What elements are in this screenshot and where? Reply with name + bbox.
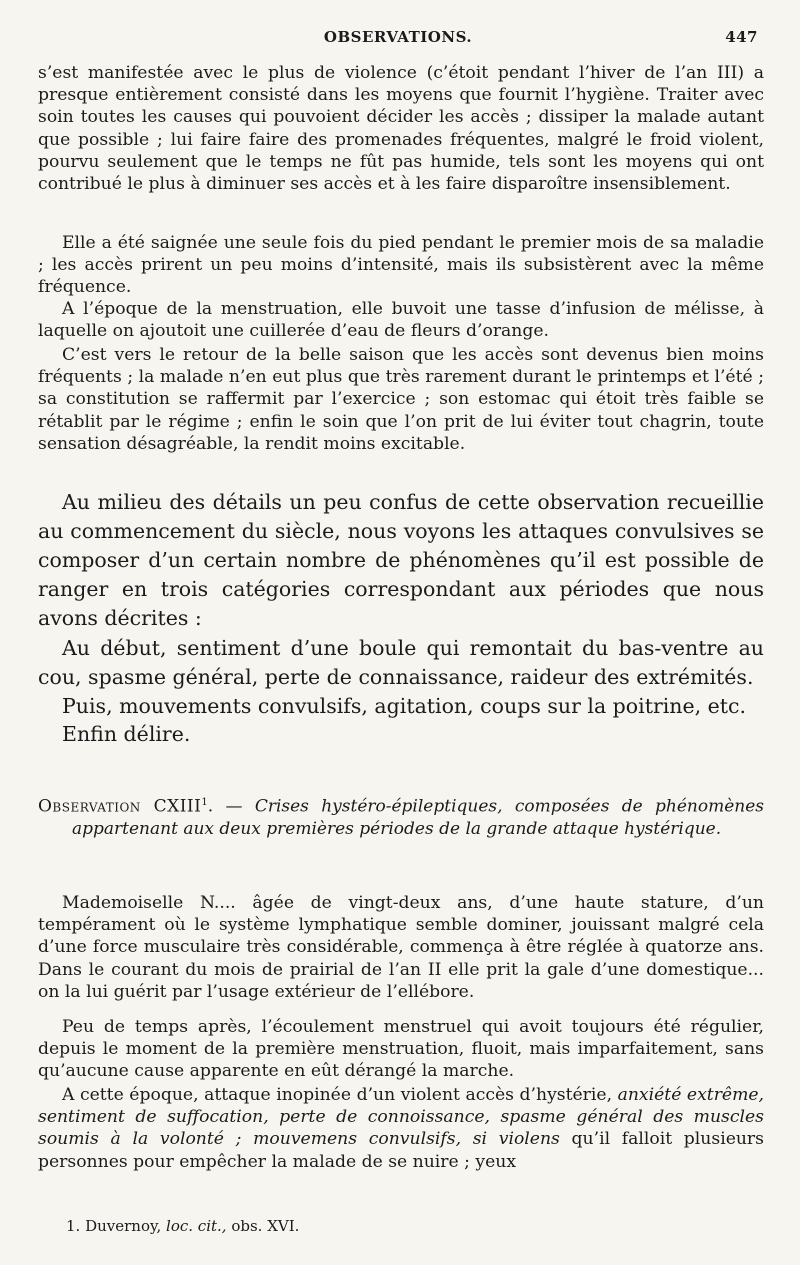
attack-violence: si violens — [472, 1129, 560, 1150]
footnote — [66, 1217, 299, 1235]
attack-intro: A cette époque, attaque inopinée d’un violent accès d’hystérie, — [62, 1085, 613, 1105]
commentary-paragraph: Au milieu des détails un peu confus de cette observation recueillie au commencement du siècle, nous voyons les attaques convulsives se composer d’un certain nombre de phénomènes qu’il est possible de ranger en trois catégories correspondant aux périodes que nous avons décrites : — [38, 490, 764, 630]
footnote-obs: obs. XVI. — [231, 1217, 300, 1235]
observation-title: Crises hystéro-épileptiques, composées de phénomènes appartenant aux deux premières périodes de la grande attaque hystérique. — [72, 796, 765, 839]
page-header — [38, 28, 758, 50]
paragraph-bleeding: Elle a été saignée une seule fois du pied pendant le premier mois de sa maladie ; les accès prirent un peu moins d’intensité, mais ils subsistèrent avec la même fréquence. — [38, 233, 764, 298]
footnote-marker: 1 — [201, 797, 208, 808]
attack-end: qu’il falloit plusieurs personnes pour empêcher la malade de se nuire ; yeux — [38, 1129, 764, 1172]
attack-symptoms: anxiété extrême, sentiment de suffocation, perte de connoissance, spasme général des muscles soumis à la volonté ; mouvemens convulsifs, — [38, 1085, 765, 1150]
observation-dash: . — — [207, 796, 243, 817]
obs-paragraph-menstrual-flow: Peu de temps après, l’écoulement menstruel qui avoit toujours été régulier, depuis le moment de la première menstruation, fluoit, mais imparfaitement, sans qu’aucune cause apparente en eût dérangé la marche. — [38, 1017, 764, 1082]
commentary-delirium: Enfin délire. — [62, 722, 191, 746]
footnote-author: Duvernoy, — [85, 1217, 162, 1235]
footnote-number: 1. — [66, 1217, 81, 1235]
obs-paragraph-patient: Mademoiselle N.... âgée de vingt-deux ans, d’une haute stature, d’un tempérament où le système lymphatique semble dominer, jouissant malgré cela d’une force musculaire très considérable, commença à être réglée à quatorze ans. Dans le courant du mois de prairial de l’an II elle prit la gale d’une domestique... on la lui guérit par l’usage extérieur de l’ellébore. — [38, 893, 764, 1002]
obs-paragraph-attack — [38, 1084, 764, 1173]
paragraph-treatment-hygiene: s’est manifestée avec le plus de violence (c’étoit pendant l’hiver de l’an III) a presque entièrement consisté dans les moyens que fournit l’hygiène. Traiter avec soin toutes les causes qui pouvoient décider les accès ; dissiper la malade autant que possible ; lui faire faire des promenades fréquentes, malgré le froid violent, pourvu seulement que le temps ne fût pas humide, tels sont les moyens qui ont contribué le plus à diminuer ses accès et à les faire disparoître insensiblement. — [38, 63, 764, 195]
observation-heading — [38, 792, 764, 840]
running-title: OBSERVATIONS. — [323, 28, 473, 46]
observation-label: Observation CXIII — [38, 796, 202, 817]
footnote-ref: loc. cit., — [166, 1217, 227, 1235]
paragraph-recovery: C’est vers le retour de la belle saison que les accès sont devenus bien moins fréquents ; la malade n’en eut plus que très rarement durant le printemps et l’été ; sa constitution se raffermit par l’exercice ; son estomac qui étoit très faible se rétablit par le régime ; enfin le soin que l’on prit de lui éviter tout chagrin, toute sensation désagréable, la rendit moins excitable. — [38, 345, 764, 454]
commentary-convulsions: Puis, mouvements convulsifs, agitation, coups sur la poitrine, etc. — [62, 694, 747, 718]
commentary-onset: Au début, sentiment d’une boule qui remontait du bas-ventre au cou, spasme général, perte de connaissance, raideur des extrémités. — [38, 636, 764, 689]
paragraph-menstruation: A l’époque de la menstruation, elle buvoit une tasse d’infusion de mélisse, à laquelle on ajoutoit une cuillerée d’eau de fleurs d’orange. — [38, 299, 764, 342]
page-number: 447 — [725, 28, 758, 46]
